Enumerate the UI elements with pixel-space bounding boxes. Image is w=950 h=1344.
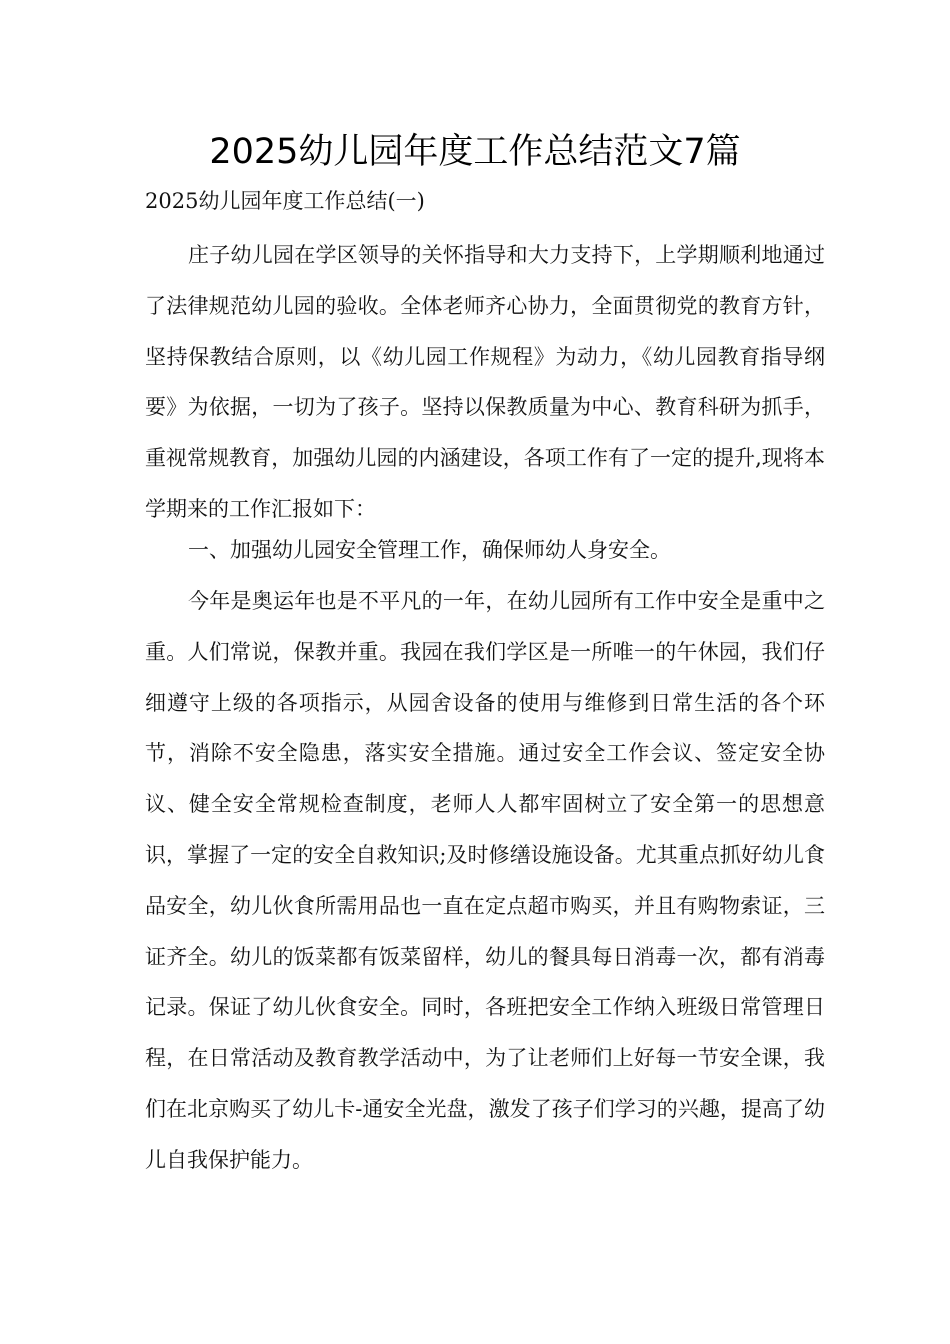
document-title: 2025幼儿园年度工作总结范文7篇 xyxy=(209,132,741,172)
section-subtitle: 2025幼儿园年度工作总结(一) xyxy=(145,189,425,213)
paragraph-safety: 今年是奥运年也是不平凡的一年，在幼儿园所有工作中安全是重中之重。人们常说，保教并重。我园在我们学区是一所唯一的午休园，我们仔细遵守上级的各项指示，从园舍设备的使用与维修到日常生活的各个环节，消除不安全隐患，落实安全措施。通过安全工作会议、签定安全协议、健全安全常规检查制度，老师人人都牢固树立了安全第一的思想意识，掌握了一定的安全自救知识;及时修缮设施设备。尤其重点抓好幼儿食品安全，幼儿伙食所需用品也一直在定点超市购买，并且有购物索证，三证齐全。幼儿的饭菜都有饭菜留样，幼儿的餐具每日消毒一次，都有消毒记录。保证了幼儿伙食安全。同时，各班把安全工作纳入班级日常管理日程，在日常活动及教育教学活动中，为了让老师们上好每一节安全课，我们在北京购买了幼儿卡-通安全光盘，激发了孩子们学习的兴趣，提高了幼儿自我保护能力。 xyxy=(145,589,825,1172)
section-heading-safety: 一、加强幼儿园安全管理工作，确保师幼人身安全。 xyxy=(188,538,671,562)
paragraph-intro: 庄子幼儿园在学区领导的关怀指导和大力支持下，上学期顺利地通过了法律规范幼儿园的验收。全体老师齐心协力，全面贯彻党的教育方针，坚持保教结合原则，以《幼儿园工作规程》为动力，《幼儿园教育指导纲要》为依据，一切为了孩子。坚持以保教质量为中心、教育科研为抓手，重视常规教育，加强幼儿园的内涵建设，各项工作有了一定的提升,现将本学期来的工作汇报如下： xyxy=(145,243,825,521)
